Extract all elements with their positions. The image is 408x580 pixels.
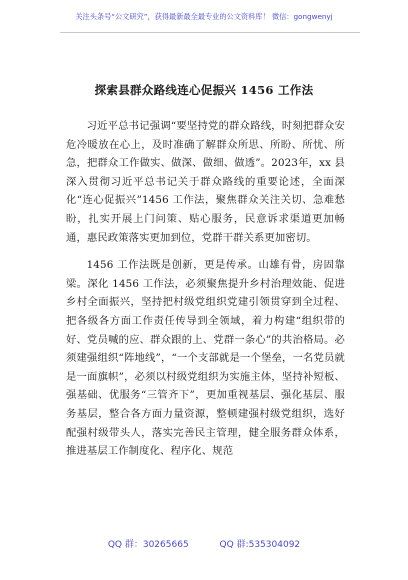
document-body xyxy=(66,117,345,470)
header-divider xyxy=(60,32,360,33)
footer-qq-group-2: QQ 群:535304092 xyxy=(219,540,301,550)
document-title: 探索县群众路线连心促振兴 1456 工作法 xyxy=(94,83,314,97)
header-promo-note: 关注头条号“公文研究”，获得最新最全最专业的公文资料库！ 微信：gongwenyj xyxy=(75,12,333,21)
footer-contact xyxy=(0,539,408,551)
footer-qq-group-1: QQ 群：30265665 xyxy=(107,540,189,550)
paragraph-2: 1456 工作法既是创新，更是传承。山雄有骨，房固靠梁。深化 1456 工作法，必须聚焦提升乡村治理效能、促进乡村全面振兴，坚持把村级党组织党建引领贯穿到全过程、把各级各方面工作责任传导到全领域，着力构建“组织带的好、党员喊的应、群众跟的上、党群一条心”的共治格局。必须建强组织“阵地线”，“一个支部就是一个堡垒，一名党员就是一面旗帜”，必须以村级党组织为实施主体，坚持补短板、强基础、优服务“三管齐下”，更加重视基层、强化基层、服务基层，整合各方面力量资源，整顿建强村级党组织，选好配强村级带头人，落实完善民主管理，健全服务群众体系，推进基层工作制度化、程序化、规范 xyxy=(66,259,345,458)
paragraph-1: 习近平总书记强调“要坚持党的群众路线，时刻把群众安危冷暖放在心上，及时准确了解群众所思、所盼、所忧、所急，把群众工作做实、做深、做细、做透”。2023年，xx 县深入贯彻习近平总书记关于群众路线的重要论述，全面深化“连心促振兴”1456 工作法，聚焦群众关注关切、急难愁盼，扎实开展上门问策、贴心服务，民意诉求渠道更加畅通，惠民政策落实更加到位，党群干群关系更加密切。 xyxy=(66,120,345,244)
